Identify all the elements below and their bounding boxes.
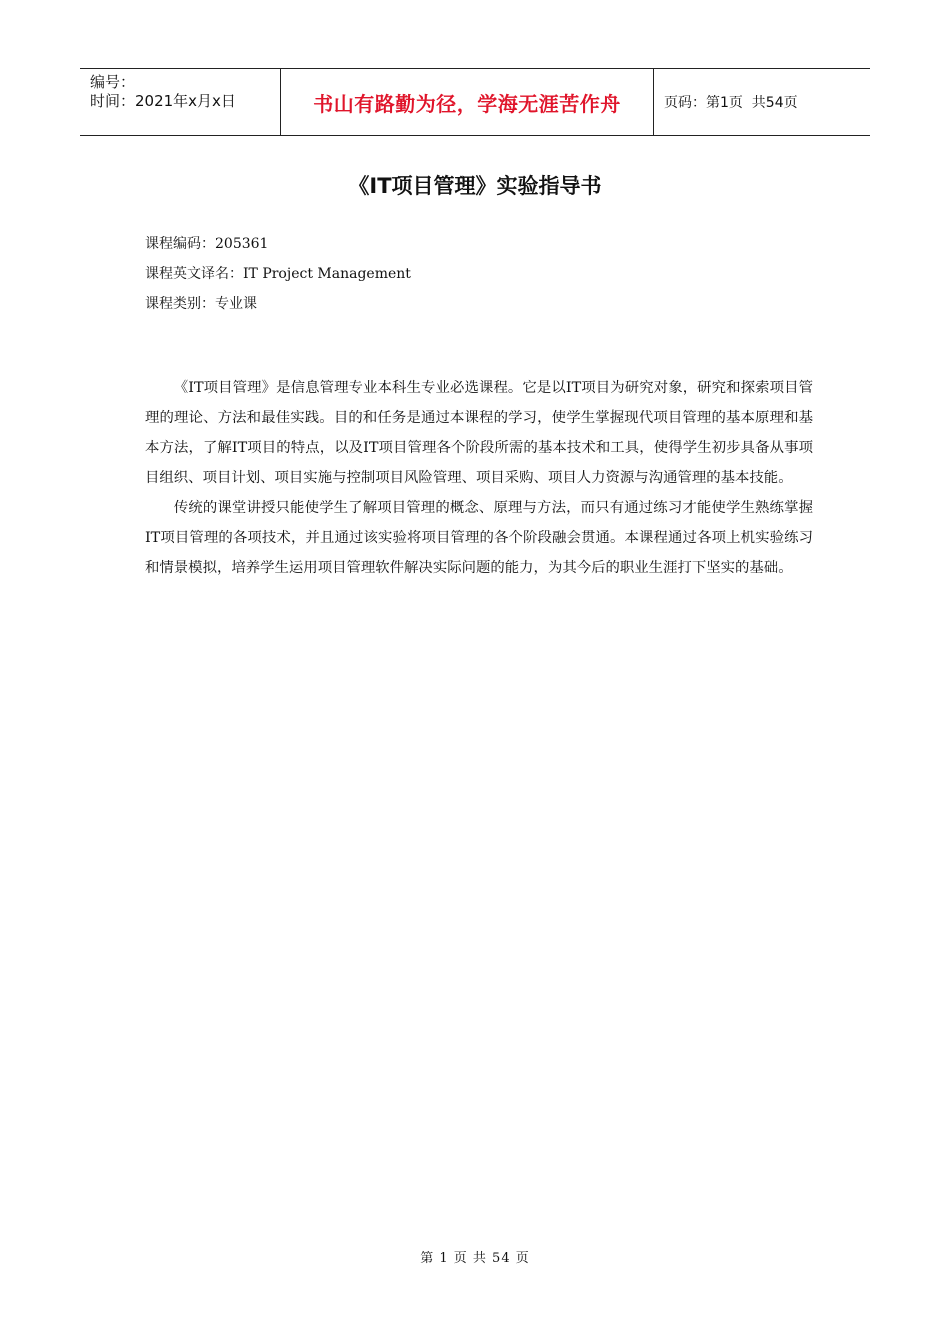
page-label: 页码：第1页 共54页: [664, 95, 798, 111]
motto-cell: [281, 69, 654, 135]
number-label: 编号：: [90, 73, 136, 91]
course-category: 课程类别：专业课: [145, 296, 257, 312]
header-info-cell: [80, 69, 281, 135]
document-title: 《IT项目管理》实验指导书: [348, 174, 602, 198]
page-label-cell: [654, 69, 870, 135]
page-footer: 第 1 页 共 54 页: [420, 1251, 530, 1266]
document-header: [80, 68, 870, 136]
motto-text: 书山有路勤为径，学海无涯苦作舟: [313, 91, 621, 116]
course-code: 课程编码：205361: [145, 236, 269, 252]
document-body: [145, 373, 813, 583]
body-paragraph: 《IT项目管理》是信息管理专业本科生专业必选课程。它是以IT项目为研究对象，研究和探索项目管理的理论、方法和最佳实践。目的和任务是通过本课程的学习，使学生掌握现代项目管理的基本原理和基本方法，了解IT项目的特点，以及IT项目管理各个阶段所需的基本技术和工具，使得学生初步具备从事项目组织、项目计划、项目实施与控制项目风险管理、项目采购、项目人力资源与沟通管理的基本技能。: [145, 380, 813, 486]
course-meta: [145, 229, 411, 319]
time-label: 时间：2021年x月x日: [90, 92, 236, 110]
course-english-name: 课程英文译名：IT Project Management: [145, 266, 411, 282]
body-paragraph: 传统的课堂讲授只能使学生了解项目管理的概念、原理与方法，而只有通过练习才能使学生熟练掌握IT项目管理的各项技术，并且通过该实验将项目管理的各个阶段融会贯通。本课程通过各项上机实验练习和情景模拟，培养学生运用项目管理软件解决实际问题的能力，为其今后的职业生涯打下坚实的基础。: [145, 500, 813, 576]
